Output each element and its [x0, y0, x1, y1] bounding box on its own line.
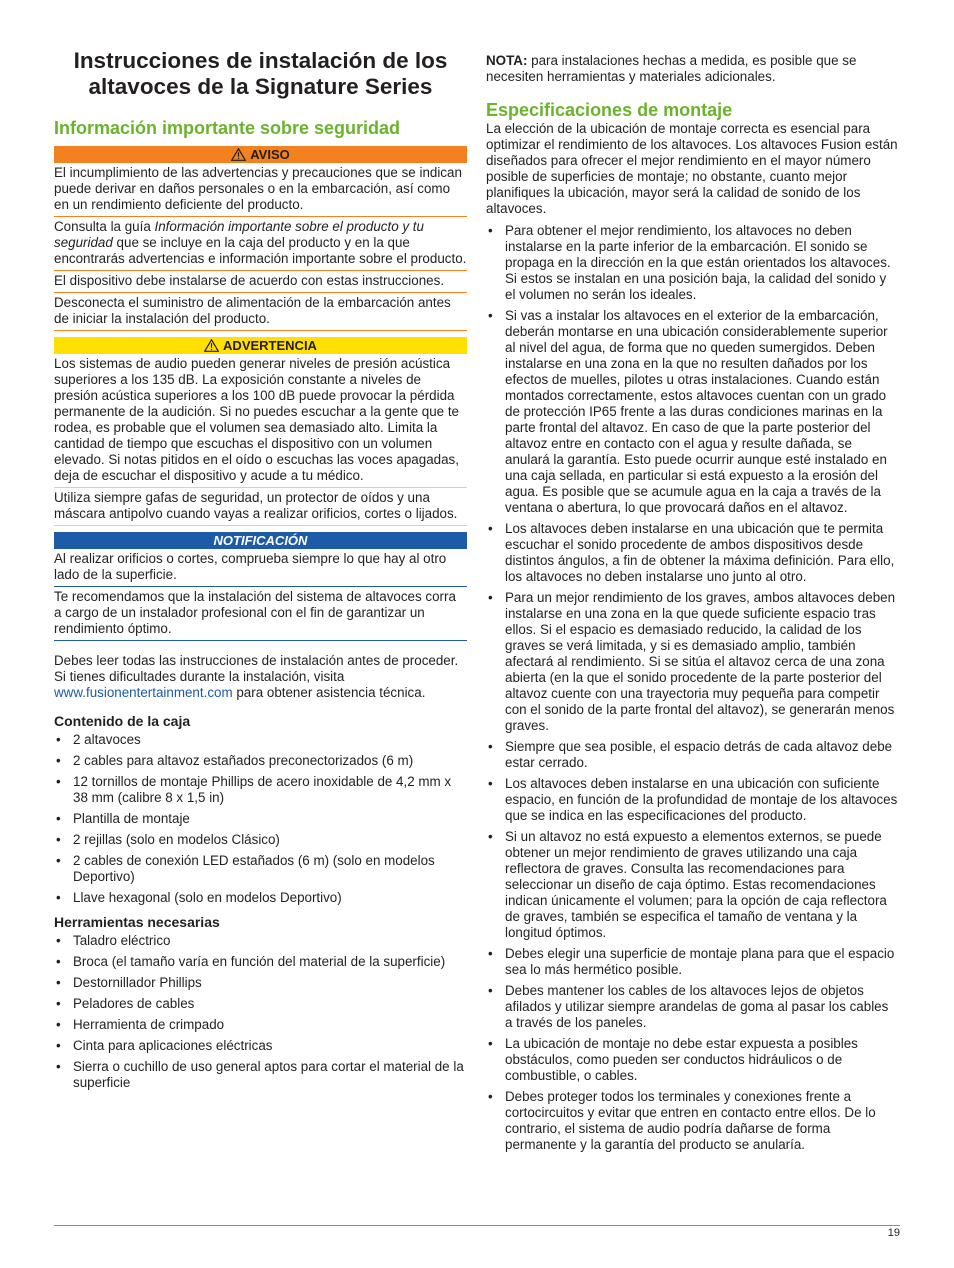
tools-list	[54, 933, 467, 1091]
warning-triangle-icon	[204, 339, 219, 352]
list-item: • Cinta para aplicaciones eléctricas	[56, 1038, 273, 1053]
advertencia-section	[54, 337, 467, 526]
right-column	[486, 53, 899, 1158]
aviso-label: AVISO	[250, 147, 290, 162]
aviso-paragraph-2: Consulta la guía Información importante sobre el producto y tu seguridad que se incluye en la caja del producto y en la que encontrarás advertencias e información importante sobre el producto.	[54, 217, 467, 271]
list-item: • 2 cables de conexión LED estañados (6 m) (solo en modelos Deportivo)	[56, 853, 435, 884]
notificacion-section	[54, 532, 467, 641]
safety-heading: Información importante sobre seguridad	[54, 118, 401, 138]
list-item: • 2 rejillas (solo en modelos Clásico)	[56, 832, 280, 847]
notificacion-paragraph-2: Te recomendamos que la instalación del sistema de altavoces corra a cargo de un instalador profesional con el fin de garantizar un rendimiento óptimo.	[54, 587, 467, 641]
list-item: • Siempre que sea posible, el espacio detrás de cada altavoz debe estar cerrado.	[488, 739, 893, 770]
page-number: 19	[887, 1227, 900, 1239]
aviso-paragraph-1: El incumplimiento de las advertencias y precauciones que se indican puede derivar en daños personales o en la embarcación, así como en un rendimiento deficiente del producto.	[54, 163, 467, 217]
notificacion-paragraph-1: Al realizar orificios o cortes, comprueba siempre lo que hay al otro lado de la superficie.	[54, 549, 467, 587]
list-item: • Para obtener el mejor rendimiento, los altavoces no deben instalarse en la parte inferior de la embarcación. El sonido se propaga en la dirección en la que están orientados los altavoces. Si estos se instalan en una posición baja, la calidad del sonido y el volumen no serán los ideales.	[488, 223, 891, 302]
list-item: • 2 cables para altavoz estañados preconectorizados (6 m)	[56, 753, 414, 768]
mounting-specs-list	[486, 223, 899, 1153]
list-item: • Plantilla de montaje	[56, 811, 190, 826]
advertencia-paragraph-2: Utiliza siempre gafas de seguridad, un protector de oídos y una máscara antipolvo cuando vayas a realizar orificios, cortes o lijados.	[54, 488, 467, 526]
list-item: • Debes mantener los cables de los altavoces lejos de objetos afilados y utilizar siempre arandelas de goma al pasar los cables a través de los paneles.	[488, 983, 889, 1030]
footer-divider	[54, 1225, 900, 1226]
list-item: • 12 tornillos de montaje Phillips de acero inoxidable de 4,2 mm x 38 mm (calibre 8 x 1,5 in)	[56, 774, 452, 805]
aviso-section	[54, 146, 467, 331]
box-contents-list	[54, 732, 467, 906]
advertencia-paragraph-1: Los sistemas de audio pueden generar niveles de presión acústica superiores a los 135 dB. La exposición constante a niveles de presión acústica superiores a los 100 dB puede provocar la pérdida permanente de la audición. Si no puedes escuchar a la gente que te rodea, es probable que el volumen sea demasiado alto. Limita la cantidad de tiempo que escuchas el dispositivo con un volumen elevado. Si notas pitidos en el oído o escuchas las voces apagadas, deja de escuchar el dispositivo y acude a tu médico.	[54, 354, 467, 488]
list-item: • Los altavoces deben instalarse en una ubicación que te permita escuchar el sonido procedente de ambos dispositivos desde distintos ángulos, a fin de obtener la máxima definición. Para ello, los altavoces no deben instalarse uno junto al otro.	[488, 521, 895, 584]
warning-triangle-icon	[231, 148, 246, 161]
aviso-paragraph-4: Desconecta el suministro de alimentación de la embarcación antes de iniciar la instalación del producto.	[54, 293, 467, 331]
list-item: • Para un mejor rendimiento de los graves, ambos altavoces deben instalarse en una zona en la que quede suficiente espacio tras ellos. Si el espacio es demasiado reducido, la calidad de los graves se verá limitada, y si es demasiado amplio, también afectará al rendimiento. Si se sitúa el altavoz cerca de una zona abierta (en la que el sonido procedente de la parte posterior del altavoz cuente con una trayectoria muy pequeña para competir con el sonido de la parte frontal del altavoz), se generarán menos graves.	[488, 590, 896, 733]
left-column	[54, 48, 467, 1096]
list-item: • 2 altavoces	[56, 732, 141, 747]
advertencia-label: ADVERTENCIA	[223, 338, 317, 353]
advertencia-banner	[54, 337, 467, 354]
list-item: • Destornillador Phillips	[56, 975, 202, 990]
list-item: • Sierra o cuchillo de uso general aptos para cortar el material de la superficie	[56, 1059, 464, 1090]
aviso-paragraph-3: El dispositivo debe instalarse de acuerdo con estas instrucciones.	[54, 271, 467, 293]
box-contents-heading: Contenido de la caja	[54, 713, 191, 729]
page-title: Instrucciones de instalación de los altavoces de la Signature Series	[73, 48, 448, 99]
list-item: • Broca (el tamaño varía en función del material de la superficie)	[56, 954, 446, 969]
list-item: • Peladores de cables	[56, 996, 195, 1011]
list-item: • Herramienta de crimpado	[56, 1017, 225, 1032]
list-item: • Debes elegir una superficie de montaje plana para que el espacio sea lo más hermético posible.	[488, 946, 895, 977]
list-item: • Si un altavoz no está expuesto a elementos externos, se puede obtener un mejor rendimiento de graves utilizando una caja reflectora de graves. Consulta las recomendaciones para seleccionar un diseño de caja óptimo. Estas recomendaciones indican únicamente el volumen; para la opción de caja reflectora de graves, también se especifica el tamaño de ventana y la longitud óptimos.	[488, 829, 887, 940]
note-paragraph: NOTA: para instalaciones hechas a medida, es posible que se necesiten herramientas y materiales adicionales.	[486, 53, 857, 84]
list-item: • La ubicación de montaje no debe estar expuesta a posibles obstáculos, como pueden ser conductos hidráulicos o de combustible, o cables.	[488, 1036, 858, 1083]
aviso-banner	[54, 146, 467, 163]
notificacion-banner: NOTIFICACIÓN	[54, 532, 467, 549]
list-item: • Los altavoces deben instalarse en una ubicación con suficiente espacio, en función de la profundidad de montaje de los altavoces que se indica en las especificaciones del producto.	[488, 776, 898, 823]
list-item: • Llave hexagonal (solo en modelos Deportivo)	[56, 890, 342, 905]
support-link[interactable]: www.fusionentertainment.com	[54, 685, 233, 700]
mounting-specs-heading: Especificaciones de montaje	[486, 100, 733, 120]
list-item: • Si vas a instalar los altavoces en el exterior de la embarcación, deberán montarse en una ubicación considerablemente superior al nivel del agua, de forma que no queden sumergidos. Deben instalarse en una zona en la que no resulten dañados por los efectos de muelles, pilotes u otras instalaciones. Cuando están montados correctamente, estos altavoces cuentan con un grado de protección IP65 frente a las duras condiciones marinas en la parte frontal del altavoz. En caso de que la parte posterior del altavoz entre en contacto con el agua y resulte dañada, se anulará la garantía. Esto puede ocurrir aunque esté instalado en una caja sellada, en particular si está expuesto a la erosión del agua. Es posible que se acumule agua en la caja a través de la ventana o abertura, lo que provocará daños en el altavoz.	[488, 308, 888, 515]
mounting-specs-intro: La elección de la ubicación de montaje correcta es esencial para optimizar el rendimiento de los altavoces. Los altavoces Fusion están diseñados para ofrecer el mejor rendimiento en el mayor número posible de superficies de montaje; no obstante, cuanto mejor planifiques la ubicación, mayor será la calidad de sonido de los altavoces.	[486, 121, 898, 216]
tools-heading: Herramientas necesarias	[54, 914, 220, 930]
list-item: • Taladro eléctrico	[56, 933, 171, 948]
list-item: • Debes proteger todos los terminales y conexiones frente a cortocircuitos y evitar que entren en contacto entre ellos. De lo contrario, el sistema de audio podría dañarse de forma permanente y la garantía del producto se anularía.	[488, 1089, 876, 1152]
intro-paragraph: Debes leer todas las instrucciones de instalación antes de proceder. Si tienes dificultades durante la instalación, visita www.fusionentertainment.com para obtener asistencia técnica.	[54, 653, 459, 700]
